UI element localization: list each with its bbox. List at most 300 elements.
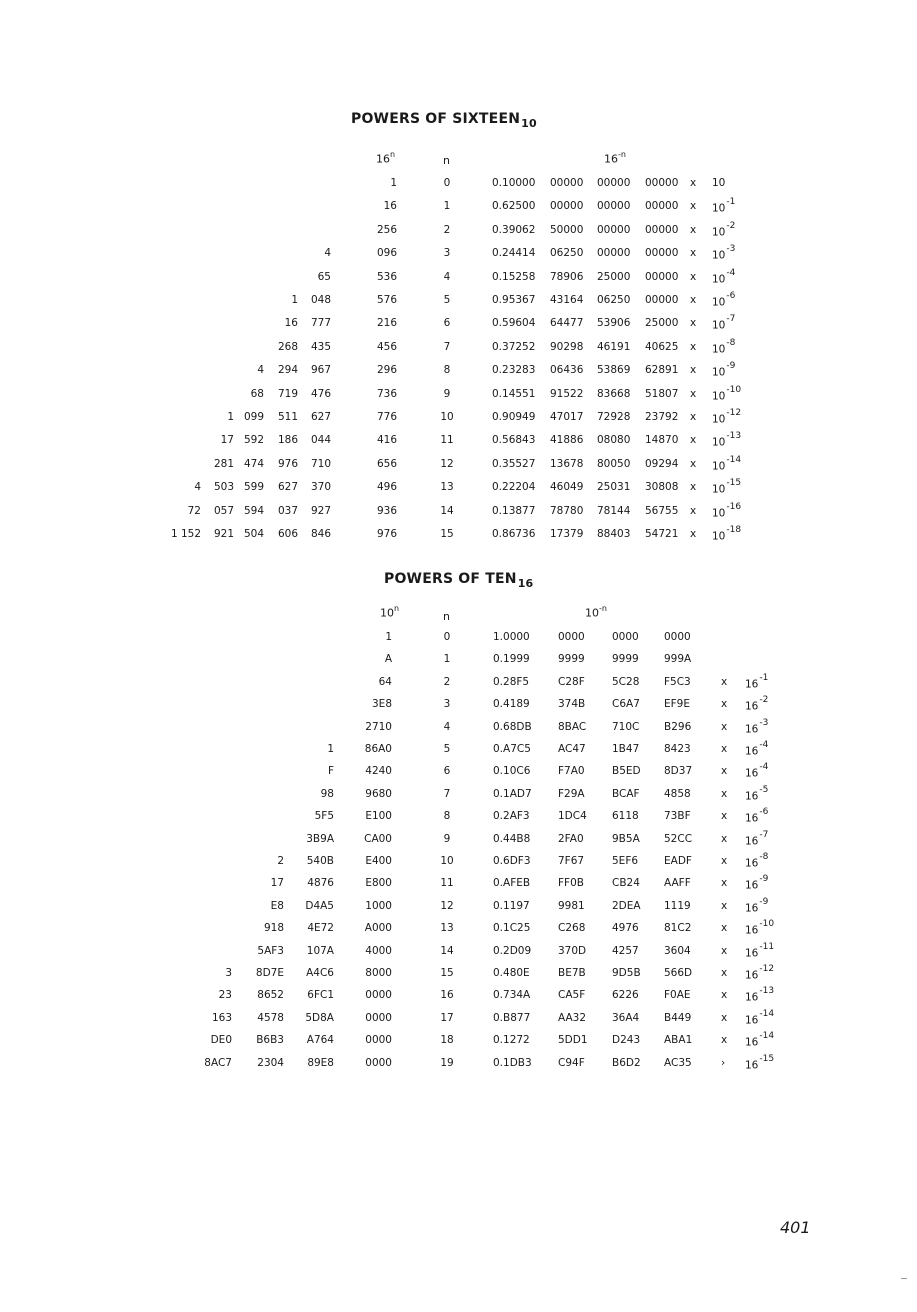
fraction-group-cell: 50000 (550, 223, 584, 236)
scale-factor: $10^{-8}$ (712, 337, 736, 356)
power-group-cell: 736 (376, 387, 397, 400)
fraction-group-cell: 51807 (645, 387, 679, 400)
fraction-group-cell: 0.24414 (492, 247, 536, 260)
fraction-group-cell: 06250 (597, 294, 631, 306)
power-group-cell: A000 (364, 922, 392, 935)
power-group-cell: 057 (213, 504, 234, 517)
ten-title: POWERS OF $TEN_{16}$ (384, 571, 534, 590)
fraction-group-cell: 4858 (664, 787, 691, 800)
fraction-group-cell: 0.59604 (492, 317, 536, 330)
fraction-group-cell: 14870 (645, 434, 679, 447)
fraction-group-cell: 47017 (550, 411, 584, 423)
times-sign: x (721, 922, 728, 935)
power-group-cell: 281 (213, 457, 234, 470)
fraction-group-cell: 46191 (597, 340, 631, 353)
power-group-cell: 4 (257, 364, 264, 377)
fraction-group-cell: 5C28 (612, 675, 640, 688)
scale-factor: $10^{-18}$ (712, 525, 742, 543)
fraction-group-cell: B296 (664, 720, 692, 733)
power-group-cell: 777 (310, 317, 331, 330)
scale-factor: $16^{-14}$ (745, 1008, 775, 1027)
power-group-cell: 1 (291, 294, 298, 306)
exponent-n-cell: 2 (443, 223, 451, 236)
fraction-group-cell: 0.1C25 (493, 922, 531, 935)
page-number: 401 (780, 1218, 811, 1237)
scale-factor: $16^{-7}$ (745, 829, 769, 848)
times-sign: x (690, 340, 697, 353)
power-group-cell: 2304 (257, 1056, 284, 1069)
fraction-group-cell: 13678 (550, 457, 584, 470)
fraction-group-cell: 41886 (550, 434, 584, 447)
fraction-group-cell: 36A4 (612, 1011, 640, 1024)
power-group-cell: 17 (270, 877, 284, 890)
exponent-n-cell: 15 (440, 967, 454, 979)
times-sign: x (721, 787, 728, 800)
power-group-cell: 3E8 (372, 698, 392, 711)
fraction-group-cell: 0.10C6 (493, 765, 531, 778)
exponent-n-cell: 6 (443, 765, 451, 778)
fraction-group-cell: 06250 (550, 247, 584, 260)
exponent-n-cell: 12 (440, 899, 454, 912)
scale-factor: $10^{-9}$ (712, 361, 736, 379)
fraction-group-cell: 0.90949 (492, 411, 536, 423)
times-sign: x (721, 967, 728, 979)
fraction-group-cell: C28F (558, 675, 585, 688)
power-group-cell: 23 (218, 989, 232, 1002)
power-group-cell: 256 (376, 223, 397, 236)
fraction-group-cell: 00000 (550, 177, 584, 189)
sixteen-title: POWERS OF $SIXTEEN_{10}$ (351, 111, 537, 130)
times-sign: x (690, 504, 697, 517)
times-sign: x (721, 855, 728, 867)
fraction-group-cell: C6A7 (612, 698, 640, 711)
fraction-group-cell: 00000 (645, 200, 679, 213)
times-sign: x (721, 944, 728, 957)
fraction-group-cell: BE7B (558, 967, 586, 979)
scale-factor: $10^{-6}$ (712, 291, 736, 309)
fraction-group-cell: AAFF (664, 877, 691, 890)
exponent-n-cell: 9 (443, 832, 451, 845)
times-sign: x (690, 528, 697, 540)
sixteen-header-negative: $16^{-n}$ (604, 150, 626, 166)
fraction-group-cell: 88403 (597, 528, 631, 540)
fraction-group-cell: 0.22204 (492, 481, 536, 494)
times-sign: x (690, 200, 697, 213)
power-group-cell: 592 (243, 434, 264, 447)
scale-factor: $10^{-3}$ (712, 244, 736, 262)
fraction-group-cell: 52CC (664, 832, 693, 845)
fraction-group-cell: 64477 (550, 317, 584, 330)
fraction-group-cell: 0.68DB (493, 720, 532, 733)
fraction-group-cell: 710C (612, 720, 640, 733)
power-group-cell: 4240 (365, 765, 392, 778)
power-group-cell: 435 (310, 340, 331, 353)
power-group-cell: 4 (194, 481, 201, 494)
fraction-group-cell: 0.62500 (492, 200, 536, 213)
power-group-cell: 1 (390, 177, 397, 189)
fraction-group-cell: B6D2 (612, 1056, 641, 1069)
exponent-n-cell: 16 (440, 989, 454, 1002)
fraction-group-cell: 0.28F5 (493, 675, 530, 688)
power-group-cell: 099 (243, 411, 264, 423)
power-group-cell: 68 (250, 387, 264, 400)
power-group-cell: 9680 (365, 787, 392, 800)
scale-factor: $10^{-1}$ (712, 197, 736, 215)
power-group-cell: 503 (213, 481, 234, 494)
power-group-cell: 216 (376, 317, 397, 330)
power-group-cell: E100 (365, 810, 392, 823)
power-group-cell: 606 (277, 528, 298, 540)
fraction-group-cell: 3604 (664, 944, 691, 957)
power-group-cell: 296 (376, 364, 397, 377)
power-group-cell: 0000 (365, 1011, 392, 1024)
fraction-group-cell: D243 (612, 1034, 641, 1047)
power-group-cell: 5D8A (305, 1011, 334, 1024)
fraction-group-cell: 0.1AD7 (493, 787, 532, 800)
exponent-n-cell: 3 (443, 247, 451, 260)
ten-header-positive: 10$^n$ (380, 604, 400, 620)
fraction-group-cell: 00000 (645, 247, 679, 260)
fraction-group-cell: 0.86736 (492, 528, 536, 540)
fraction-group-cell: F7A0 (558, 765, 585, 778)
fraction-group-cell: 46049 (550, 481, 584, 494)
power-group-cell: 540B (306, 855, 334, 867)
exponent-n-cell: 11 (440, 434, 454, 447)
power-group-cell: 096 (376, 247, 397, 260)
fraction-group-cell: CB24 (612, 877, 640, 890)
power-group-cell: 044 (310, 434, 331, 447)
scale-factor: $16^{-5}$ (745, 784, 769, 803)
power-group-cell: 936 (376, 504, 397, 517)
scale-factor: $10^{-14}$ (712, 454, 742, 473)
fraction-group-cell: 8BAC (558, 720, 587, 733)
power-group-cell: 72 (187, 504, 201, 517)
scale-factor: $10^{-16}$ (712, 501, 742, 520)
power-group-cell: 107A (306, 944, 334, 957)
fraction-group-cell: 0.4189 (493, 698, 530, 711)
power-group-cell: 64 (378, 675, 392, 688)
times-sign: x (690, 411, 697, 423)
power-group-cell: 1 (327, 743, 334, 755)
fraction-group-cell: 0.95367 (492, 294, 536, 306)
exponent-n-cell: 10 (440, 411, 454, 423)
power-group-cell: 4 (324, 247, 331, 260)
scale-factor: $10^{-10}$ (712, 384, 742, 403)
fraction-group-cell: CA5F (558, 989, 586, 1002)
times-sign: x (721, 989, 728, 1002)
power-group-cell: E800 (365, 877, 392, 890)
power-group-cell: 0000 (365, 1034, 392, 1047)
fraction-group-cell: 9999 (558, 653, 585, 666)
exponent-n-cell: 8 (443, 810, 451, 823)
scale-factor: $16^{-1}$ (745, 672, 769, 691)
times-sign: x (721, 1011, 728, 1024)
times-sign: x (721, 698, 728, 711)
power-group-cell: 86A0 (364, 743, 392, 755)
fraction-group-cell: 9B5A (612, 832, 640, 845)
scale-factor: $16^{-9}$ (745, 896, 769, 915)
fraction-group-cell: 00000 (645, 177, 679, 189)
exponent-n-cell: 6 (443, 317, 451, 330)
scale-factor: $10^{-4}$ (712, 267, 736, 286)
exponent-n-cell: 14 (440, 944, 454, 957)
fraction-group-cell: AA32 (558, 1011, 587, 1024)
fraction-group-cell: 91522 (550, 387, 584, 400)
power-group-cell: 17 (220, 434, 234, 447)
fraction-group-cell: 1119 (664, 899, 691, 912)
fraction-group-cell: 4976 (612, 922, 639, 935)
scale-factor: $16^{-15}$ (745, 1053, 775, 1072)
power-group-cell: 4E72 (307, 922, 334, 935)
power-group-cell: 370 (310, 481, 331, 494)
times-sign: x (690, 317, 697, 330)
fraction-group-cell: 83668 (597, 387, 631, 400)
power-group-cell: 3B9A (306, 832, 334, 845)
exponent-n-cell: 13 (440, 922, 454, 935)
power-group-cell: 927 (310, 504, 331, 517)
fraction-group-cell: FF0B (558, 877, 584, 890)
exponent-n-cell: 14 (440, 504, 454, 517)
fraction-group-cell: 0.39062 (492, 223, 536, 236)
power-group-cell: 1000 (365, 899, 392, 912)
power-group-cell: 656 (376, 457, 397, 470)
exponent-n-cell: 3 (443, 698, 451, 711)
fraction-group-cell: 374B (558, 698, 586, 711)
scale-factor: $16^{-11}$ (745, 941, 775, 960)
fraction-group-cell: 0.14551 (492, 387, 536, 400)
power-group-cell: 8AC7 (204, 1056, 232, 1069)
scale-factor: $16^{-2}$ (745, 695, 769, 713)
fraction-group-cell: 06436 (550, 364, 584, 377)
fraction-group-cell: 73BF (664, 810, 691, 823)
fraction-group-cell: 00000 (645, 270, 679, 283)
fraction-group-cell: 00000 (597, 177, 631, 189)
sixteen-header-n: n (443, 154, 450, 167)
fraction-group-cell: 78144 (597, 504, 631, 517)
power-group-cell: 599 (243, 481, 264, 494)
power-group-cell: 4876 (307, 877, 334, 890)
power-group-cell: 1 (385, 631, 392, 643)
power-group-cell: 976 (376, 528, 397, 540)
fraction-group-cell: 1.0000 (493, 631, 530, 643)
power-group-cell: 776 (376, 411, 397, 423)
exponent-n-cell: 15 (440, 528, 454, 540)
fraction-group-cell: 30808 (645, 481, 679, 494)
fraction-group-cell: 0.2AF3 (493, 810, 530, 823)
scale-factor: 10 (712, 177, 726, 189)
power-group-cell: 4000 (365, 944, 392, 957)
scale-factor: $16^{-12}$ (745, 964, 775, 982)
power-group-cell: 627 (310, 411, 331, 423)
fraction-group-cell: EF9E (664, 698, 690, 711)
power-group-cell: 268 (277, 340, 298, 353)
sixteen-header-positive: 16$^n$ (376, 150, 396, 166)
fraction-group-cell: 25031 (597, 481, 631, 494)
power-group-cell: 918 (263, 922, 284, 935)
power-group-cell: 456 (376, 340, 397, 353)
power-group-cell: 163 (211, 1011, 232, 1024)
fraction-group-cell: B449 (664, 1011, 692, 1024)
exponent-n-cell: 9 (443, 387, 451, 400)
fraction-group-cell: 6118 (612, 810, 639, 823)
fraction-group-cell: 78780 (550, 504, 584, 517)
power-group-cell: 048 (310, 294, 331, 306)
fraction-group-cell: AC47 (558, 743, 586, 755)
power-group-cell: 16 (284, 317, 298, 330)
power-group-cell: E400 (365, 855, 392, 867)
power-group-cell: 65 (317, 270, 331, 283)
fraction-group-cell: 0.13877 (492, 504, 536, 517)
exponent-n-cell: 12 (440, 457, 454, 470)
power-group-cell: 921 (213, 528, 234, 540)
power-group-cell: 511 (277, 411, 298, 423)
fraction-group-cell: 0000 (612, 631, 639, 643)
fraction-group-cell: 0.1DB3 (493, 1056, 532, 1069)
fraction-group-cell: 17379 (550, 528, 584, 540)
power-group-cell: 4578 (257, 1011, 284, 1024)
power-group-cell: 89E8 (307, 1056, 334, 1069)
times-sign: x (690, 481, 697, 494)
exponent-n-cell: 0 (443, 631, 451, 643)
times-sign: x (690, 223, 697, 236)
fraction-group-cell: 5EF6 (612, 855, 639, 867)
power-group-cell: 98 (320, 787, 334, 800)
power-group-cell: 5AF3 (257, 944, 284, 957)
fraction-group-cell: 0.2D09 (493, 944, 532, 957)
fraction-group-cell: 00000 (597, 223, 631, 236)
scale-factor: $16^{-8}$ (745, 852, 769, 870)
fraction-group-cell: 54721 (645, 528, 679, 540)
times-sign: › (721, 1056, 726, 1069)
exponent-n-cell: 18 (440, 1034, 454, 1047)
fraction-group-cell: 5DD1 (558, 1034, 588, 1047)
power-group-cell: 8D7E (255, 967, 284, 979)
fraction-group-cell: 0.1197 (493, 899, 530, 912)
power-group-cell: 186 (277, 434, 298, 447)
power-group-cell: 6FC1 (307, 989, 334, 1002)
fraction-group-cell: 43164 (550, 294, 584, 306)
power-group-cell: 476 (310, 387, 331, 400)
power-group-cell: 976 (277, 457, 298, 470)
fraction-group-cell: 78906 (550, 270, 584, 283)
exponent-n-cell: 10 (440, 855, 454, 867)
fraction-group-cell: EADF (664, 855, 692, 867)
power-group-cell: 2 (277, 855, 284, 867)
power-group-cell: 0000 (365, 1056, 392, 1069)
power-group-cell: 710 (310, 457, 331, 470)
fraction-group-cell: 00000 (597, 247, 631, 260)
exponent-n-cell: 4 (443, 720, 451, 733)
power-group-cell: 536 (376, 270, 397, 283)
power-group-cell: 594 (243, 504, 264, 517)
power-group-cell: 8000 (365, 967, 392, 979)
scale-factor: $16^{-9}$ (745, 874, 769, 892)
times-sign: x (690, 387, 697, 400)
scale-factor: $16^{-3}$ (745, 717, 769, 736)
fraction-group-cell: 81C2 (664, 922, 692, 935)
scale-factor: $16^{-6}$ (745, 807, 769, 825)
fraction-group-cell: 0.734A (493, 989, 531, 1002)
exponent-n-cell: 4 (443, 270, 451, 283)
fraction-group-cell: 8D37 (664, 765, 693, 778)
fraction-group-cell: 2FA0 (558, 832, 584, 845)
ten-header-n: n (443, 610, 450, 623)
power-group-cell: 16 (383, 200, 397, 213)
times-sign: x (721, 1034, 728, 1047)
exponent-n-cell: 5 (443, 743, 451, 755)
power-group-cell: E8 (270, 899, 284, 912)
power-group-cell: 474 (243, 457, 264, 470)
times-sign: x (690, 294, 697, 306)
fraction-group-cell: C268 (558, 922, 586, 935)
power-group-cell: 846 (310, 528, 331, 540)
fraction-group-cell: ABA1 (664, 1034, 693, 1047)
fraction-group-cell: 25000 (645, 317, 679, 330)
power-group-cell: B6B3 (256, 1034, 284, 1047)
fraction-group-cell: 566D (664, 967, 693, 979)
power-group-cell: 967 (310, 364, 331, 377)
fraction-group-cell: 0.1999 (493, 653, 530, 666)
fraction-group-cell: 0000 (558, 631, 585, 643)
power-group-cell: A (384, 653, 392, 666)
fraction-group-cell: F0AE (664, 989, 691, 1002)
fraction-group-cell: 0.1272 (493, 1034, 530, 1047)
exponent-n-cell: 0 (443, 177, 451, 189)
power-group-cell: 294 (277, 364, 298, 377)
power-group-cell: D4A5 (305, 899, 334, 912)
exponent-n-cell: 1 (443, 653, 451, 666)
exponent-n-cell: 1 (443, 200, 451, 213)
power-group-cell: 8652 (257, 989, 284, 1002)
fraction-group-cell: 1B47 (612, 743, 640, 755)
power-group-cell: 496 (376, 481, 397, 494)
power-group-cell: 0000 (365, 989, 392, 1002)
times-sign: x (721, 810, 728, 823)
fraction-group-cell: 0000 (664, 631, 691, 643)
fraction-group-cell: 4257 (612, 944, 639, 957)
scale-factor: $10^{-12}$ (712, 408, 742, 426)
fraction-group-cell: 23792 (645, 411, 679, 423)
fraction-group-cell: 0.56843 (492, 434, 536, 447)
fraction-group-cell: 00000 (597, 200, 631, 213)
fraction-group-cell: 09294 (645, 457, 679, 470)
fraction-group-cell: 0.480E (493, 967, 530, 979)
fraction-group-cell: 80050 (597, 457, 631, 470)
scale-factor: $10^{-7}$ (712, 314, 736, 332)
fraction-group-cell: 40625 (645, 340, 679, 353)
times-sign: x (690, 364, 697, 377)
times-sign: x (721, 832, 728, 845)
scale-factor: $16^{-4}$ (745, 740, 769, 758)
fraction-group-cell: BCAF (612, 787, 640, 800)
fraction-group-cell: 7F67 (558, 855, 585, 867)
fraction-group-cell: 1DC4 (558, 810, 587, 823)
times-sign: x (690, 270, 697, 283)
fraction-group-cell: C94F (558, 1056, 585, 1069)
power-group-cell: A764 (306, 1034, 334, 1047)
fraction-group-cell: 0.10000 (492, 177, 536, 189)
fraction-group-cell: 0.A7C5 (493, 743, 531, 755)
times-sign: x (690, 177, 697, 189)
fraction-group-cell: 0.15258 (492, 270, 536, 283)
times-sign: x (721, 675, 728, 688)
power-group-cell: CA00 (364, 832, 392, 845)
fraction-group-cell: 62891 (645, 364, 679, 377)
fraction-group-cell: 53906 (597, 317, 631, 330)
power-group-cell: 416 (376, 434, 397, 447)
power-group-cell: 1 (227, 411, 234, 423)
power-group-cell: 504 (243, 528, 264, 540)
